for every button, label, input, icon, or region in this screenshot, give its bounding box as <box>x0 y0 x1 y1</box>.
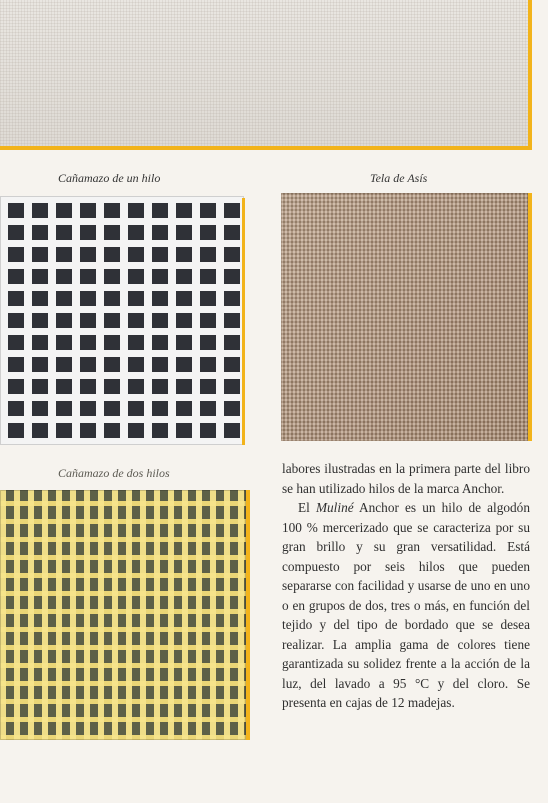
body-text-column <box>282 459 530 713</box>
assisi-cloth-swatch-right-border <box>528 193 532 441</box>
muline-product-name: Muliné <box>315 500 354 515</box>
top-photo-right-border <box>528 0 532 150</box>
paragraph-2-start: El <box>298 500 316 515</box>
single-canvas-swatch-right-border <box>242 198 245 445</box>
caption-single-canvas: Cañamazo de un hilo <box>58 171 161 185</box>
assisi-cloth-swatch <box>281 193 528 441</box>
double-canvas-swatch-right-border <box>246 490 250 740</box>
double-canvas-swatch <box>0 490 246 740</box>
paragraph-2-rest: Anchor es un hilo de algodón 100 % mercerizado que se caracteriza por su gran brillo y su gran versatilidad. Está compuesto por seis hilos que pueden separarse con facilidad y usarse de uno en uno o en grupos de dos, tres o más, en función del tejido y del tipo de bordado que se desea realizar. La amplia gama de colores tiene garantizada su solidez frente a la acción de la luz, del lavado a 95 °C y del cloro. Se presenta en cajas de 12 madejas. <box>282 500 530 710</box>
body-paragraph-2 <box>282 498 530 713</box>
caption-assisi-cloth: Tela de Asís <box>370 171 428 185</box>
caption-double-canvas: Cañamazo de dos hilos <box>58 466 170 480</box>
top-photo-bottom-border <box>0 146 532 150</box>
top-fabric-photo <box>0 0 532 150</box>
body-paragraph-1: labores ilustradas en la primera parte del libro se han utilizado hilos de la marca Anchor. <box>282 461 530 496</box>
single-canvas-swatch <box>0 196 244 445</box>
